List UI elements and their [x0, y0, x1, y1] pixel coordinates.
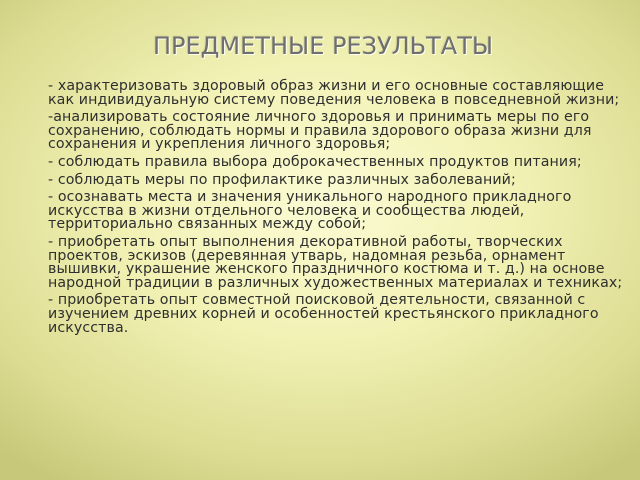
list-item: - характеризовать здоровый образ жизни и его основные составляющие как индивидуальную систему поведения человека в повседневной жизни;: [48, 78, 620, 108]
results-list: [48, 80, 630, 339]
slide-title: ПРЕДМЕТНЫЕ РЕЗУЛЬТАТЫ: [153, 32, 494, 60]
list-item: - соблюдать меры по профилактике различных заболеваний;: [48, 171, 516, 188]
list-item: -анализировать состояние личного здоровья и принимать меры по его сохранению, соблюдать нормы и правила здорового образа жизни для сохранения и укрепления личного здоровья;: [48, 109, 592, 153]
list-item: - приобретать опыт совместной поисковой деятельности, связанной с изучением древних корней и особенностей крестьянского прикладного искусства.: [48, 292, 599, 336]
list-item: - осознавать места и значения уникального народного прикладного искусства в жизни отдельного человека и сообщества людей, территориально связанных между собой;: [48, 189, 572, 233]
list-item: - соблюдать правила выбора доброкачественных продуктов питания;: [48, 153, 582, 170]
list-item: - приобретать опыт выполнения декоративной работы, творческих проектов, эскизов (деревянная утварь, надомная резьба, орнамент вышивки, украшение женского праздничного костюма и т. д.) на основе народной традиции в различных художественных материалах и техниках;: [48, 233, 623, 291]
